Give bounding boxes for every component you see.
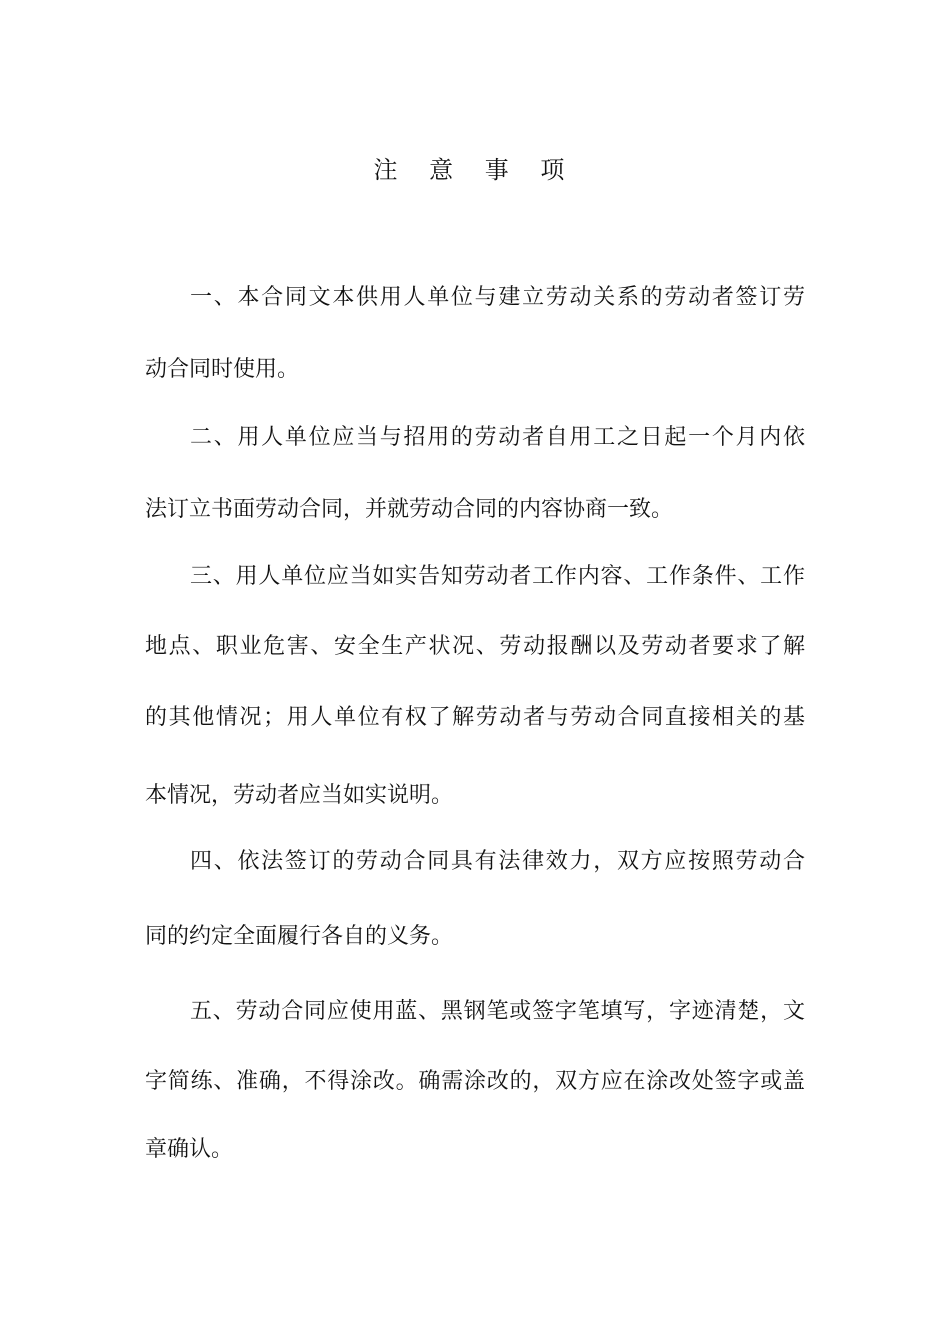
text-line: 章确认。 [145, 1137, 234, 1162]
page-title: 注 意 事 项 [373, 156, 577, 184]
text-line: 动合同时使用。 [145, 357, 300, 382]
text-line: 二、用人单位应当与招用的劳动者自用工之日起一个月内依 [190, 425, 805, 450]
text-line: 地点、职业危害、安全生产状况、劳动报酬以及劳动者要求了解 [145, 634, 805, 659]
text-line: 三、用人单位应当如实告知劳动者工作内容、工作条件、工作 [190, 564, 805, 589]
text-line: 字简练、准确，不得涂改。确需涂改的，双方应在涂改处签字或盖 [145, 1069, 805, 1094]
text-line: 五、劳动合同应使用蓝、黑钢笔或签字笔填写，字迹清楚，文 [190, 999, 805, 1024]
text-line: 一、本合同文本供用人单位与建立劳动关系的劳动者签订劳 [190, 285, 805, 310]
text-line: 同的约定全面履行各自的义务。 [145, 924, 454, 949]
text-line: 四、依法签订的劳动合同具有法律效力，双方应按照劳动合 [190, 849, 805, 874]
text-line: 法订立书面劳动合同，并就劳动合同的内容协商一致。 [145, 497, 674, 522]
text-line: 的其他情况；用人单位有权了解劳动者与劳动合同直接相关的基 [145, 705, 805, 730]
text-line: 本情况，劳动者应当如实说明。 [145, 783, 454, 808]
